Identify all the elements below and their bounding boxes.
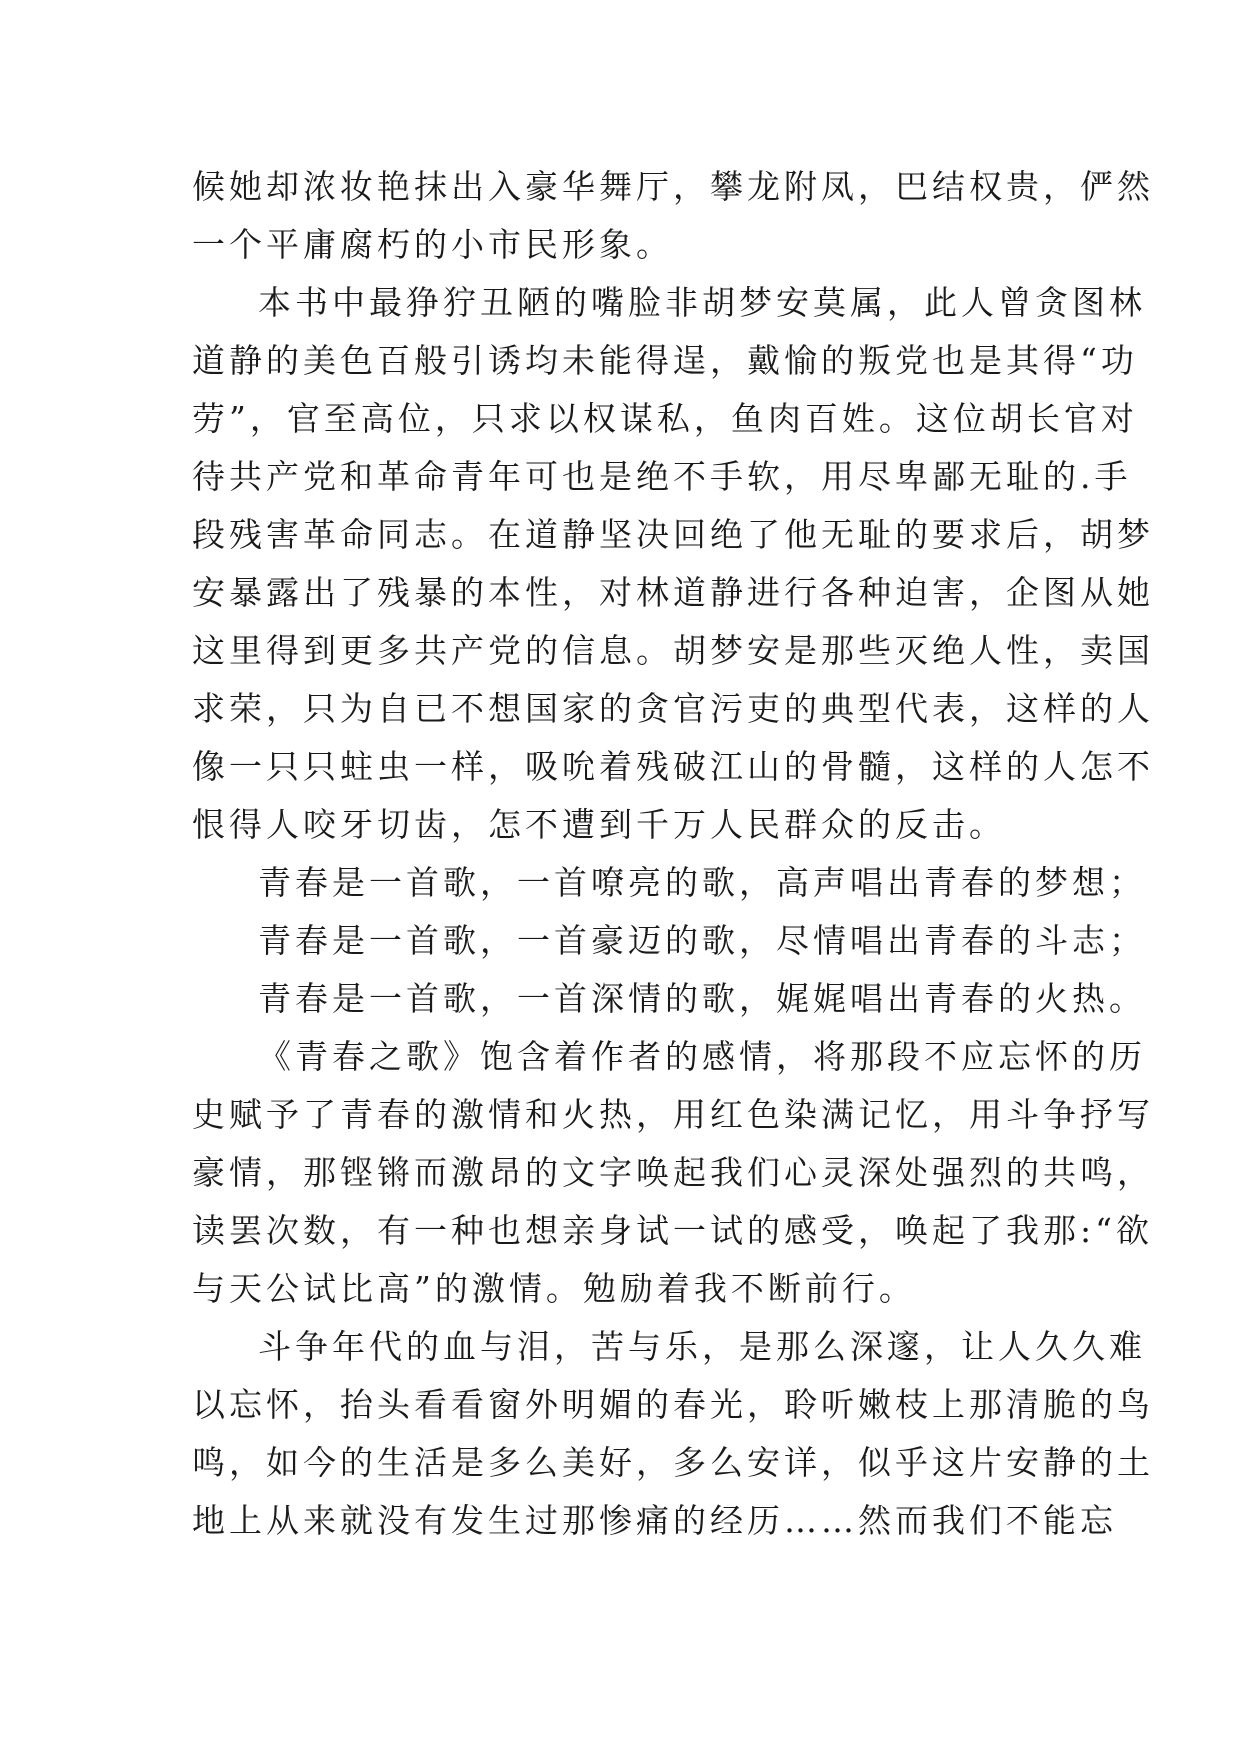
- text-line: 青春是一首歌，一首豪迈的歌，尽情唱出青春的斗志；: [258, 921, 1146, 960]
- text-line: 豪情，那铿锵而激昂的文字唤起我们心灵深处强烈的共鸣，: [192, 1153, 1154, 1192]
- text-line: 劳”，官至高位，只求以权谋私，鱼肉百姓。这位胡长官对: [192, 399, 1138, 438]
- text-line: 斗争年代的血与泪，苦与乐，是那么深邃，让人久久难: [258, 1327, 1146, 1366]
- text-line: 本书中最狰狞丑陋的嘴脸非胡梦安莫属，此人曾贪图林: [258, 283, 1146, 322]
- text-line: 这里得到更多共产党的信息。胡梦安是那些灭绝人性，卖国: [192, 631, 1154, 670]
- text-line: 与天公试比高”的激情。勉励着我不断前行。: [192, 1269, 916, 1308]
- text-line: 青春是一首歌，一首深情的歌，娓娓唱出青春的火热。: [258, 979, 1146, 1018]
- text-line: 道静的美色百般引诱均未能得逞，戴愉的叛党也是其得“功: [192, 341, 1138, 380]
- text-line: 以忘怀，抬头看看窗外明媚的春光，聆听嫩枝上那清脆的鸟: [192, 1385, 1154, 1424]
- text-line: 鸣，如今的生活是多么美好，多么安详，似乎这片安静的土: [192, 1443, 1154, 1482]
- body-text: [192, 158, 1154, 1550]
- text-line: 史赋予了青春的激情和火热，用红色染满记忆，用斗争抒写: [192, 1095, 1154, 1134]
- text-line: 青春是一首歌，一首嘹亮的歌，高声唱出青春的梦想；: [258, 863, 1146, 902]
- text-line: 段残害革命同志。在道静坚决回绝了他无耻的要求后，胡梦: [192, 515, 1154, 554]
- text-line: 像一只只蛀虫一样，吸吮着残破江山的骨髓，这样的人怎不: [192, 747, 1154, 786]
- text-line: 求荣，只为自已不想国家的贪官污吏的典型代表，这样的人: [192, 689, 1154, 728]
- text-line: 待共产党和革命青年可也是绝不手软，用尽卑鄙无耻的.手: [192, 457, 1132, 496]
- text-line: 候她却浓妆艳抹出入豪华舞厅，攀龙附凤，巴结权贵，俨然: [192, 167, 1154, 206]
- text-line: 安暴露出了残暴的本性，对林道静进行各种迫害，企图从她: [192, 573, 1154, 612]
- text-line: 读罢次数，有一种也想亲身试一试的感受，唤起了我那:“欲: [192, 1211, 1153, 1250]
- text-line: 一个平庸腐朽的小市民形象。: [192, 225, 673, 264]
- text-line: 地上从来就没有发生过那惨痛的经历……然而我们不能忘: [192, 1501, 1117, 1540]
- text-line: 《青春之歌》饱含着作者的感情，将那段不应忘怀的历: [258, 1037, 1146, 1076]
- text-line: 恨得人咬牙切齿，怎不遭到千万人民群众的反击。: [192, 805, 1006, 844]
